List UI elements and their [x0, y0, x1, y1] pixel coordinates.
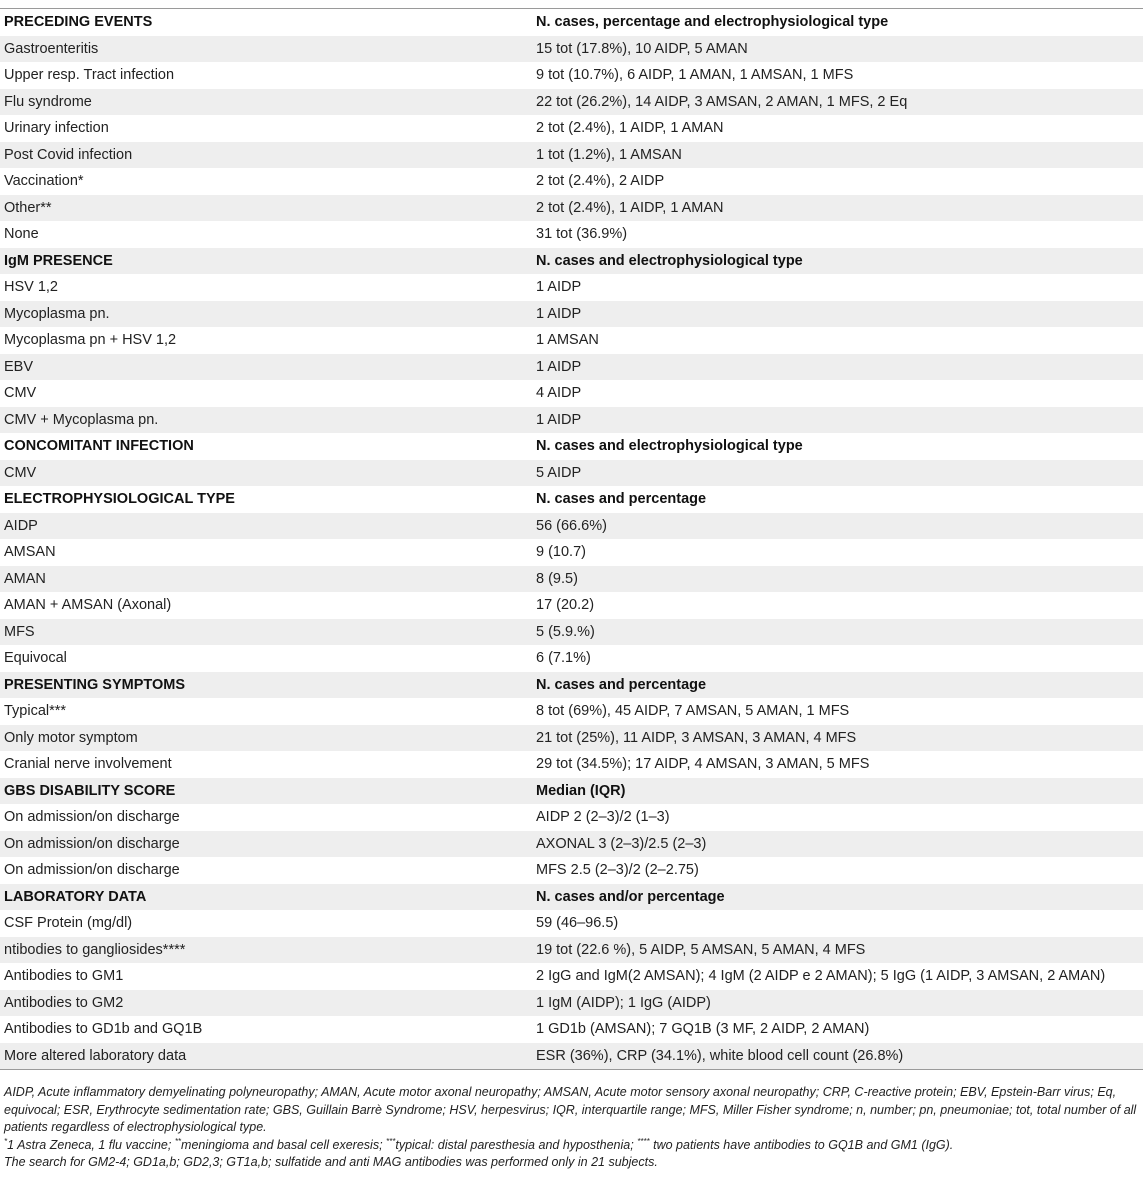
row-value-cell: 1 GD1b (AMSAN); 7 GQ1B (3 MF, 2 AIDP, 2 AMAN)	[532, 1016, 1143, 1043]
row-label-cell: Antibodies to GM1	[0, 963, 532, 990]
table-row	[0, 195, 1143, 222]
row-value-cell: 2 tot (2.4%), 2 AIDP	[532, 168, 1143, 195]
row-label-cell: Typical***	[0, 698, 532, 725]
table-section-header-row	[0, 486, 1143, 513]
table-section-header-row	[0, 433, 1143, 460]
section-column-heading-cell: N. cases and electrophysiological type	[532, 248, 1143, 275]
table-row	[0, 910, 1143, 937]
row-value-cell: MFS 2.5 (2–3)/2 (2–2.75)	[532, 857, 1143, 884]
table-row	[0, 990, 1143, 1017]
row-label-cell: ntibodies to gangliosides****	[0, 937, 532, 964]
row-label-cell: Only motor symptom	[0, 725, 532, 752]
row-label-cell: On admission/on discharge	[0, 804, 532, 831]
row-value-cell: 31 tot (36.9%)	[532, 221, 1143, 248]
row-value-cell: 2 tot (2.4%), 1 AIDP, 1 AMAN	[532, 115, 1143, 142]
footnote-marker: ****	[637, 1136, 650, 1146]
footnote-text: meningioma and basal cell exeresis;	[181, 1137, 387, 1152]
table-section-header-row	[0, 9, 1143, 36]
table-row	[0, 115, 1143, 142]
row-label-cell: CMV + Mycoplasma pn.	[0, 407, 532, 434]
footnote-marker: **	[174, 1136, 182, 1146]
row-label-cell: Urinary infection	[0, 115, 532, 142]
row-label-cell: On admission/on discharge	[0, 831, 532, 858]
row-label-cell: CMV	[0, 380, 532, 407]
row-value-cell: 1 AIDP	[532, 354, 1143, 381]
table-row	[0, 274, 1143, 301]
section-column-heading-cell: N. cases and/or percentage	[532, 884, 1143, 911]
clinical-data-table	[0, 8, 1143, 1070]
row-value-cell: 5 AIDP	[532, 460, 1143, 487]
table-row	[0, 963, 1143, 990]
table-section-header-row	[0, 248, 1143, 275]
table-row	[0, 354, 1143, 381]
row-label-cell: AMAN + AMSAN (Axonal)	[0, 592, 532, 619]
table-row	[0, 725, 1143, 752]
section-title-cell: CONCOMITANT INFECTION	[0, 433, 532, 460]
row-value-cell: AXONAL 3 (2–3)/2.5 (2–3)	[532, 831, 1143, 858]
row-value-cell: 9 (10.7)	[532, 539, 1143, 566]
row-value-cell: 17 (20.2)	[532, 592, 1143, 619]
row-label-cell: Mycoplasma pn.	[0, 301, 532, 328]
row-value-cell: 1 AIDP	[532, 274, 1143, 301]
row-label-cell: AIDP	[0, 513, 532, 540]
row-label-cell: AMSAN	[0, 539, 532, 566]
table-row	[0, 937, 1143, 964]
row-label-cell: CSF Protein (mg/dl)	[0, 910, 532, 937]
row-value-cell: 8 tot (69%), 45 AIDP, 7 AMSAN, 5 AMAN, 1 MFS	[532, 698, 1143, 725]
row-label-cell: Post Covid infection	[0, 142, 532, 169]
row-label-cell: Other**	[0, 195, 532, 222]
row-label-cell: Upper resp. Tract infection	[0, 62, 532, 89]
section-title-cell: ELECTROPHYSIOLOGICAL TYPE	[0, 486, 532, 513]
abbreviations-note: AIDP, Acute inflammatory demyelinating polyneuropathy; AMAN, Acute motor axonal neuropathy; AMSAN, Acute motor sensory axonal neuropathy; CRP, C-reactive protein; EBV, Epstein-Barr virus; Eq, equivocal; ESR, Erythrocyte sedimentation rate; GBS, Guillain Barrè Syndrome; HSV, herpesvirus; IQR, interquartile range; MFS, Miller Fisher syndrome; n, number; pn, pneumoniae; tot, total number of all patients regardless of electrophysiological type.	[4, 1085, 1137, 1134]
table-row	[0, 301, 1143, 328]
row-value-cell: 6 (7.1%)	[532, 645, 1143, 672]
table-row	[0, 1016, 1143, 1043]
row-label-cell: Gastroenteritis	[0, 36, 532, 63]
table-row	[0, 698, 1143, 725]
row-label-cell: MFS	[0, 619, 532, 646]
section-title-cell: PRESENTING SYMPTOMS	[0, 672, 532, 699]
table-section-header-row	[0, 672, 1143, 699]
table-row	[0, 89, 1143, 116]
row-value-cell: 8 (9.5)	[532, 566, 1143, 593]
table-section-header-row	[0, 884, 1143, 911]
antibody-search-note: The search for GM2-4; GD1a,b; GD2,3; GT1a,b; sulfatide and anti MAG antibodies was performed only in 21 subjects.	[4, 1155, 658, 1169]
row-value-cell: ESR (36%), CRP (34.1%), white blood cell count (26.8%)	[532, 1043, 1143, 1070]
row-label-cell: Antibodies to GD1b and GQ1B	[0, 1016, 532, 1043]
footnote-text: 1 Astra Zeneca, 1 flu vaccine;	[7, 1137, 175, 1152]
table-row	[0, 751, 1143, 778]
row-value-cell: 4 AIDP	[532, 380, 1143, 407]
row-value-cell: 1 AIDP	[532, 407, 1143, 434]
footnote-marker: *	[4, 1136, 8, 1146]
footnotes-line	[4, 1137, 1139, 1155]
table-row	[0, 804, 1143, 831]
row-value-cell: 2 tot (2.4%), 1 AIDP, 1 AMAN	[532, 195, 1143, 222]
document	[0, 8, 1143, 1172]
table-row	[0, 168, 1143, 195]
row-label-cell: Equivocal	[0, 645, 532, 672]
section-title-cell: LABORATORY DATA	[0, 884, 532, 911]
row-value-cell: AIDP 2 (2–3)/2 (1–3)	[532, 804, 1143, 831]
table-row	[0, 857, 1143, 884]
row-label-cell: On admission/on discharge	[0, 857, 532, 884]
row-value-cell: 1 IgM (AIDP); 1 IgG (AIDP)	[532, 990, 1143, 1017]
section-column-heading-cell: N. cases and electrophysiological type	[532, 433, 1143, 460]
table-row	[0, 619, 1143, 646]
row-label-cell: Cranial nerve involvement	[0, 751, 532, 778]
row-value-cell: 56 (66.6%)	[532, 513, 1143, 540]
row-value-cell: 5 (5.9.%)	[532, 619, 1143, 646]
row-label-cell: CMV	[0, 460, 532, 487]
table-row	[0, 539, 1143, 566]
table-section-header-row	[0, 778, 1143, 805]
table-notes	[0, 1070, 1143, 1172]
table-row	[0, 831, 1143, 858]
section-title-cell: PRECEDING EVENTS	[0, 9, 532, 36]
section-column-heading-cell: Median (IQR)	[532, 778, 1143, 805]
section-column-heading-cell: N. cases and percentage	[532, 486, 1143, 513]
row-label-cell: HSV 1,2	[0, 274, 532, 301]
row-value-cell: 59 (46–96.5)	[532, 910, 1143, 937]
row-value-cell: 22 tot (26.2%), 14 AIDP, 3 AMSAN, 2 AMAN, 1 MFS, 2 Eq	[532, 89, 1143, 116]
footnote-marker: ***	[386, 1136, 396, 1146]
row-value-cell: 2 IgG and IgM(2 AMSAN); 4 IgM (2 AIDP e 2 AMAN); 5 IgG (1 AIDP, 3 AMSAN, 2 AMAN)	[532, 963, 1143, 990]
row-value-cell: 29 tot (34.5%); 17 AIDP, 4 AMSAN, 3 AMAN, 5 MFS	[532, 751, 1143, 778]
row-label-cell: Vaccination*	[0, 168, 532, 195]
row-value-cell: 21 tot (25%), 11 AIDP, 3 AMSAN, 3 AMAN, 4 MFS	[532, 725, 1143, 752]
table-row	[0, 566, 1143, 593]
table-row	[0, 513, 1143, 540]
row-value-cell: 1 AMSAN	[532, 327, 1143, 354]
section-title-cell: GBS DISABILITY SCORE	[0, 778, 532, 805]
row-value-cell: 15 tot (17.8%), 10 AIDP, 5 AMAN	[532, 36, 1143, 63]
row-label-cell: Antibodies to GM2	[0, 990, 532, 1017]
row-label-cell: Mycoplasma pn + HSV 1,2	[0, 327, 532, 354]
table-body	[0, 9, 1143, 1070]
section-column-heading-cell: N. cases, percentage and electrophysiological type	[532, 9, 1143, 36]
row-value-cell: 19 tot (22.6 %), 5 AIDP, 5 AMSAN, 5 AMAN, 4 MFS	[532, 937, 1143, 964]
row-label-cell: More altered laboratory data	[0, 1043, 532, 1070]
table-row	[0, 645, 1143, 672]
table-row	[0, 36, 1143, 63]
row-value-cell: 9 tot (10.7%), 6 AIDP, 1 AMAN, 1 AMSAN, 1 MFS	[532, 62, 1143, 89]
table-row	[0, 380, 1143, 407]
table-row	[0, 460, 1143, 487]
row-label-cell: None	[0, 221, 532, 248]
row-value-cell: 1 AIDP	[532, 301, 1143, 328]
row-label-cell: AMAN	[0, 566, 532, 593]
section-title-cell: IgM PRESENCE	[0, 248, 532, 275]
table-row	[0, 142, 1143, 169]
row-label-cell: EBV	[0, 354, 532, 381]
footnote-text: two patients have antibodies to GQ1B and GM1 (IgG).	[649, 1137, 954, 1152]
table-row	[0, 327, 1143, 354]
table-row	[0, 592, 1143, 619]
table-row	[0, 62, 1143, 89]
section-column-heading-cell: N. cases and percentage	[532, 672, 1143, 699]
footnote-text: typical: distal paresthesia and hyposthenia;	[395, 1137, 638, 1152]
row-value-cell: 1 tot (1.2%), 1 AMSAN	[532, 142, 1143, 169]
table-row	[0, 221, 1143, 248]
row-label-cell: Flu syndrome	[0, 89, 532, 116]
table-row	[0, 407, 1143, 434]
table-row	[0, 1043, 1143, 1070]
